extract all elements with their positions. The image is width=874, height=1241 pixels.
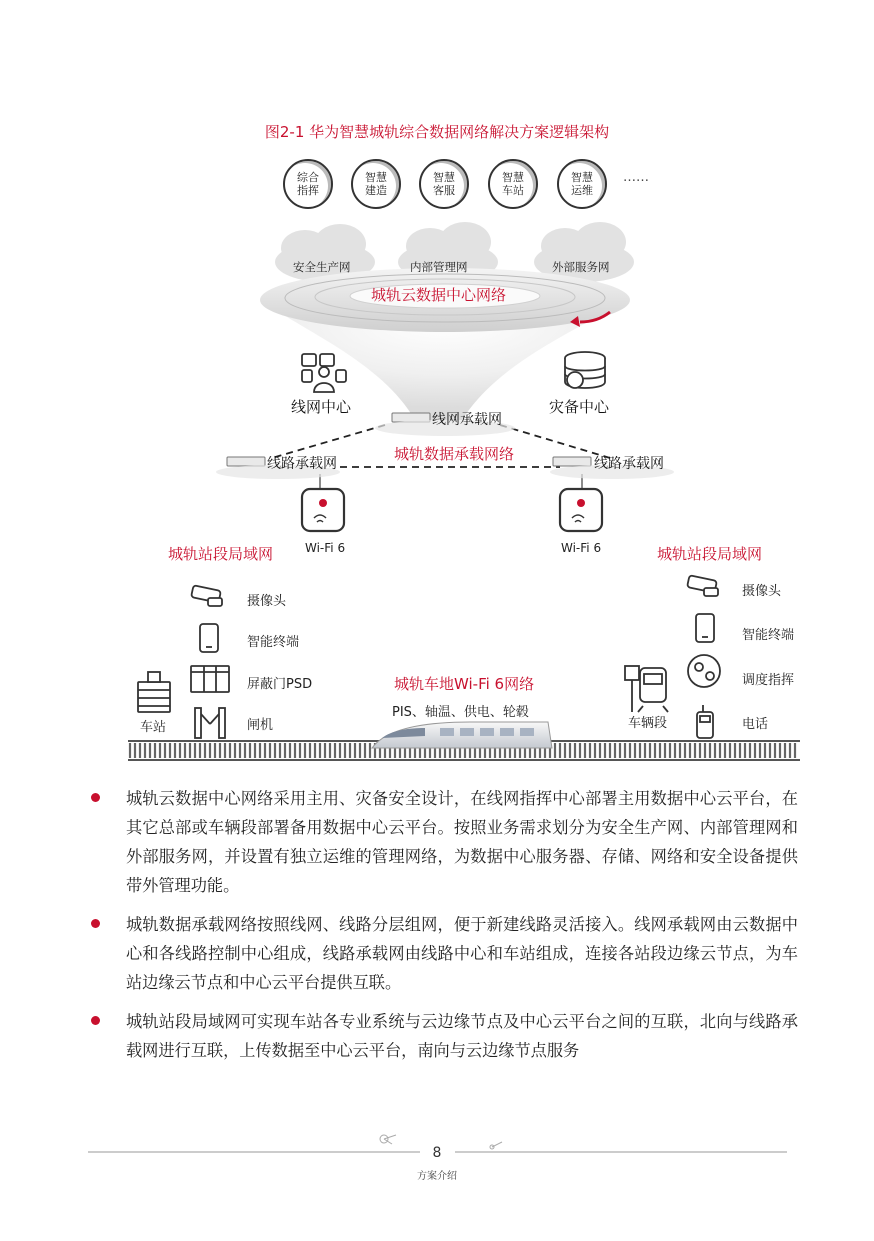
device-label: 屏蔽门PSD <box>247 677 313 692</box>
depot-icon <box>625 666 668 712</box>
dr-center-icon <box>565 352 605 388</box>
wifi-left-label: Wi-Fi 6 <box>305 541 346 555</box>
cloud-label-external: 外部服务网 <box>552 260 610 274</box>
device-label: 智能终端 <box>247 635 300 650</box>
cloud-label-internal: 内部管理网 <box>410 260 468 274</box>
device-label: 电话 <box>742 717 769 732</box>
smart-terminal-icon <box>696 614 714 642</box>
bullet-item: 城轨数据承载网络按照线网、线路分层组网，便于新建线路灵活接入。线网承载网由云数据中心和各线路控制中心组成，线路承载网由线路中心和车站组成，连接各站段边缘云节点，为车站边缘云节点和中心云平台提供互联。 <box>88 910 798 997</box>
wifi-network-label: 城轨车地Wi-Fi 6网络 <box>394 675 535 693</box>
footer-section: 方案介绍 <box>417 1171 457 1182</box>
scenario-more: …… <box>623 170 649 185</box>
gate-icon <box>195 708 225 738</box>
smart-terminal-icon <box>200 624 218 652</box>
wifi-ap-icon <box>302 489 602 531</box>
scenario-circle: 智慧车站 <box>488 159 538 209</box>
train-services-label: PIS、轴温、供电、轮毂 <box>392 705 529 720</box>
cloud-dc-network-label: 城轨云数据中心网络 <box>371 286 507 304</box>
cloud-label-safety: 安全生产网 <box>293 260 351 274</box>
device-label: 摄像头 <box>247 594 287 609</box>
scenario-circle: 智慧建造 <box>351 159 401 209</box>
scenario-circle: 综合指挥 <box>283 159 333 209</box>
camera-icon <box>191 585 222 606</box>
phone-icon <box>697 705 713 738</box>
line-center-label: 线网中心 <box>291 398 352 416</box>
scenario-circle: 智慧运维 <box>557 159 607 209</box>
bullet-list <box>88 784 798 1075</box>
device-label: 摄像头 <box>742 584 782 599</box>
station-label: 车站 <box>140 720 167 735</box>
station-icon <box>138 672 170 712</box>
route-bearer-right-label: 线路承载网 <box>594 456 664 472</box>
route-bearer-left-label: 线路承载网 <box>267 456 337 472</box>
bullet-item: 城轨站段局域网可实现车站各专业系统与云边缘节点及中心云平台之间的互联，北向与线路承载网进行互联，上传数据至中心云平台，南向与云边缘节点服务 <box>88 1007 798 1065</box>
device-label: 闸机 <box>247 718 274 733</box>
dispatch-icon <box>688 655 720 687</box>
station-lan-left-label: 城轨站段局域网 <box>168 545 274 563</box>
device-label: 调度指挥 <box>742 673 795 688</box>
train-icon <box>372 722 552 748</box>
camera-icon <box>687 575 718 596</box>
line-center-icon <box>302 354 346 392</box>
page-number: 8 <box>432 1145 442 1161</box>
wifi-right-label: Wi-Fi 6 <box>561 541 602 555</box>
station-lan-right-label: 城轨站段局域网 <box>657 545 763 563</box>
psd-icon <box>191 666 229 692</box>
scenario-circle: 智慧客服 <box>419 159 469 209</box>
dr-center-label: 灾备中心 <box>549 398 610 416</box>
device-label: 智能终端 <box>742 628 795 643</box>
line-bearer-label: 线网承载网 <box>432 412 502 428</box>
depot-label: 车辆段 <box>628 716 668 731</box>
figure-title: 图2-1 华为智慧城轨综合数据网络解决方案逻辑架构 <box>264 123 610 141</box>
data-bearer-network-label: 城轨数据承载网络 <box>394 445 515 463</box>
bullet-item: 城轨云数据中心网络采用主用、灾备安全设计，在线网指挥中心部署主用数据中心云平台，在其它总部或车辆段部署备用数据中心云平台。按照业务需求划分为安全生产网、内部管理网和外部服务网，并设置有独立运维的管理网络，为数据中心服务器、存储、网络和安全设备提供带外管理功能。 <box>88 784 798 900</box>
